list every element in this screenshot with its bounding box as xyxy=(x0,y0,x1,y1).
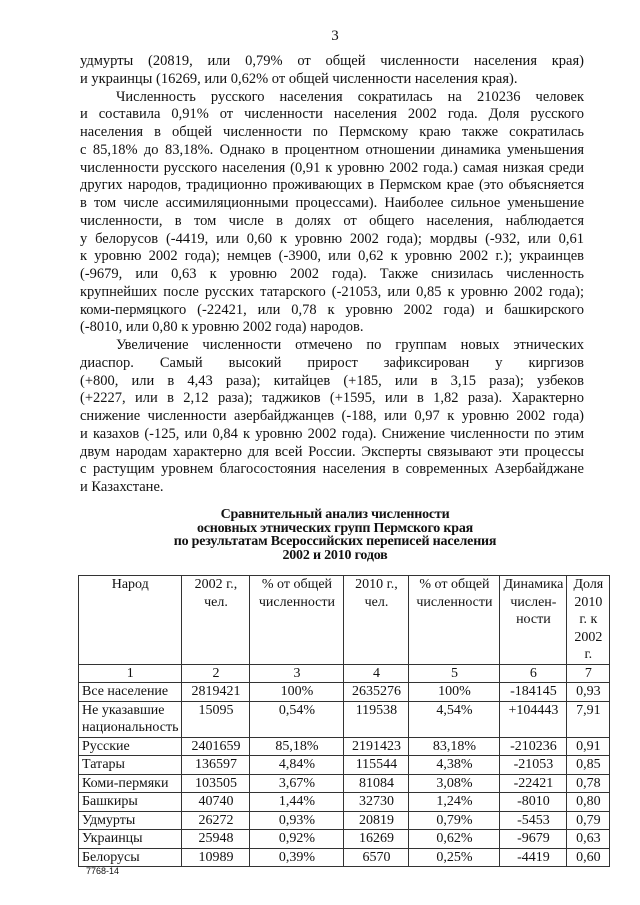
table-row xyxy=(79,683,610,702)
table-cell: 7,91 xyxy=(567,701,610,737)
table-cell: 3,08% xyxy=(409,774,500,793)
table-cell: 6570 xyxy=(344,848,409,867)
table-cell: 1 xyxy=(79,664,182,683)
table-cell: 2819421 xyxy=(182,683,250,702)
text-line: двум народам характерно для всей России. Эксперты связывают эти процессы xyxy=(80,443,584,460)
table-cell: 4,54% xyxy=(409,701,500,737)
table-cell: 3 xyxy=(250,664,344,683)
table-cell: 0,93% xyxy=(250,811,344,830)
table-row xyxy=(79,737,610,756)
table-title-line: по результатам Всероссийских переписей населения xyxy=(173,534,497,549)
body-text xyxy=(80,53,584,497)
table-cell: 83,18% xyxy=(409,737,500,756)
column-header: % от общей численности xyxy=(409,576,500,665)
table-cell: -4419 xyxy=(500,848,567,867)
column-header: % от общей численности xyxy=(250,576,344,665)
table-cell: 10989 xyxy=(182,848,250,867)
table-cell: -22421 xyxy=(500,774,567,793)
table-cell: 0,92% xyxy=(250,830,344,849)
table-row xyxy=(79,576,610,665)
table-row xyxy=(79,774,610,793)
text-line: с 85,18% до 83,18%. Однако в процентном отношении динамика уменьшения xyxy=(80,141,584,158)
text-line: численности русского населения (0,91 к уровню 2002 года.) самая низкая среди xyxy=(80,159,584,176)
table-cell: 0,79 xyxy=(567,811,610,830)
table-cell: Коми-пермяки xyxy=(79,774,182,793)
table-cell: Белорусы xyxy=(79,848,182,867)
table-cell: 6 xyxy=(500,664,567,683)
column-header: Народ xyxy=(79,576,182,665)
text-line: Численность русского населения сократилась на 210236 человек xyxy=(116,88,584,105)
text-line: снижение численности азербайджанцев (-188, или 0,97 к уровню 2002 года) xyxy=(80,408,584,424)
table-row xyxy=(79,811,610,830)
table-cell: Башкиры xyxy=(79,793,182,812)
text-line: других народов, традиционно проживающих в Пермском крае (это объясняется xyxy=(80,177,584,194)
text-line: у белорусов (-4419, или 0,60 к уровню 2002 года); мордвы (-932, или 0,61 xyxy=(80,230,584,247)
text-line: и украинцы (16269, или 0,62% от общей численности населения края). xyxy=(80,70,518,87)
table-cell: 0,93 xyxy=(567,683,610,702)
table-cell: 16269 xyxy=(344,830,409,849)
table-cell: 136597 xyxy=(182,756,250,775)
table-cell: 0,91 xyxy=(567,737,610,756)
table-cell: 100% xyxy=(250,683,344,702)
table-cell: -5453 xyxy=(500,811,567,830)
table-title-line: Сравнительный анализ численности xyxy=(220,507,450,522)
table-cell: Русские xyxy=(79,737,182,756)
text-line: и Казахстане. xyxy=(80,479,164,495)
table-cell: -184145 xyxy=(500,683,567,702)
table-title-line: 2002 и 2010 годов xyxy=(282,547,388,563)
table-cell: 25948 xyxy=(182,830,250,849)
table-cell: 0,63 xyxy=(567,830,610,849)
table-cell: 85,18% xyxy=(250,737,344,756)
table-cell: 32730 xyxy=(344,793,409,812)
table-cell: 0,80 xyxy=(567,793,610,812)
table-cell: 0,78 xyxy=(567,774,610,793)
table-cell: 115544 xyxy=(344,756,409,775)
table-cell: 26272 xyxy=(182,811,250,830)
text-line: (-9679, или 0,63 к уровню 2002 года). Также снизилась численность xyxy=(80,266,584,282)
table-title-line: основных этнических групп Пермского края xyxy=(196,520,473,536)
column-header: 2010 г., чел. xyxy=(344,576,409,665)
table-cell: -8010 xyxy=(500,793,567,812)
column-header: Доля 2010 г. к 2002 г. xyxy=(567,576,610,665)
footer-code: 7768-14 xyxy=(86,866,120,876)
table-title xyxy=(80,508,590,562)
table-cell: -210236 xyxy=(500,737,567,756)
table-cell: 0,25% xyxy=(409,848,500,867)
table-cell: 2635276 xyxy=(344,683,409,702)
table-cell: Не указавшие национальность xyxy=(79,701,182,737)
table-cell: -21053 xyxy=(500,756,567,775)
text-line: диаспор. Самый высокий прирост зафиксирован у киргизов xyxy=(80,354,584,371)
table-cell: 7 xyxy=(567,664,610,683)
table-row xyxy=(79,664,610,683)
table-cell: Татары xyxy=(79,756,182,775)
table-cell: 4,38% xyxy=(409,756,500,775)
table-row xyxy=(79,848,610,867)
table-cell: 3,67% xyxy=(250,774,344,793)
table-cell: 119538 xyxy=(344,701,409,737)
text-line: (+2227, или в 2,12 раза); таджиков (+1595, или в 1,82 раза). Характерно xyxy=(80,390,584,407)
table-cell: Удмурты xyxy=(79,811,182,830)
population-table xyxy=(78,575,610,867)
table-row xyxy=(79,793,610,812)
table-cell: Украинцы xyxy=(79,830,182,849)
table-cell: 1,24% xyxy=(409,793,500,812)
text-line: населения в общей численности по Пермскому краю также сократилась xyxy=(80,124,584,140)
table-cell: 0,79% xyxy=(409,811,500,830)
table-cell: 20819 xyxy=(344,811,409,830)
table-cell: 0,85 xyxy=(567,756,610,775)
table-row xyxy=(79,756,610,775)
table-cell: +104443 xyxy=(500,701,567,737)
table-cell: 0,60 xyxy=(567,848,610,867)
text-line: к уровню 2002 года); немцев (-3900, или 0,62 к уровню 2002 г.); украинцев xyxy=(80,248,584,265)
text-line: (+800, или в 4,43 раза); китайцев (+185, или в 3,15 раза); узбеков xyxy=(80,372,584,389)
table-cell: 100% xyxy=(409,683,500,702)
table-cell: 0,62% xyxy=(409,830,500,849)
column-header: Динамика числен-ности xyxy=(500,576,567,665)
text-line: крупнейших после русских татарского (-21053, или 0,85 к уровню 2002 года); xyxy=(80,283,584,300)
text-line: и казахов (-125, или 0,84 к уровню 2002 года). Снижение численности по этим xyxy=(80,425,584,442)
table-cell: 4,84% xyxy=(250,756,344,775)
text-line: коми-пермяцкого (-22421, или 0,78 к уровню 2002 года) и башкирского xyxy=(80,301,584,318)
text-line: удмурты (20819, или 0,79% от общей численности населения края) xyxy=(80,53,584,69)
text-line: в том числе ассимиляционными процессами). Наиболее сильное уменьшение xyxy=(80,195,584,211)
table-row xyxy=(79,701,610,737)
table-cell: 40740 xyxy=(182,793,250,812)
text-line: и составила 0,91% от численности населения 2002 года. Доля русского xyxy=(80,106,584,123)
text-line: численности, в том числе в долях от общего населения, наблюдается xyxy=(80,212,584,229)
table-row xyxy=(79,830,610,849)
table-cell: 5 xyxy=(409,664,500,683)
text-line: (-8010, или 0,80 к уровню 2002 года) народов. xyxy=(80,319,364,336)
table-cell: 2 xyxy=(182,664,250,683)
page-number: 3 xyxy=(331,28,339,44)
table-cell: 81084 xyxy=(344,774,409,793)
table-cell: 0,54% xyxy=(250,701,344,737)
table-cell: 1,44% xyxy=(250,793,344,812)
table-cell: -9679 xyxy=(500,830,567,849)
column-header: 2002 г., чел. xyxy=(182,576,250,665)
table-cell: 4 xyxy=(344,664,409,683)
table-cell: Все население xyxy=(79,683,182,702)
table-cell: 2401659 xyxy=(182,737,250,756)
text-line: Увеличение численности отмечено по группам новых этнических xyxy=(116,337,584,353)
table-cell: 0,39% xyxy=(250,848,344,867)
table-cell: 15095 xyxy=(182,701,250,737)
table-cell: 2191423 xyxy=(344,737,409,756)
table-cell: 103505 xyxy=(182,774,250,793)
text-line: с растущим уровнем благосостояния населения в современных Азербайджане xyxy=(80,461,584,478)
